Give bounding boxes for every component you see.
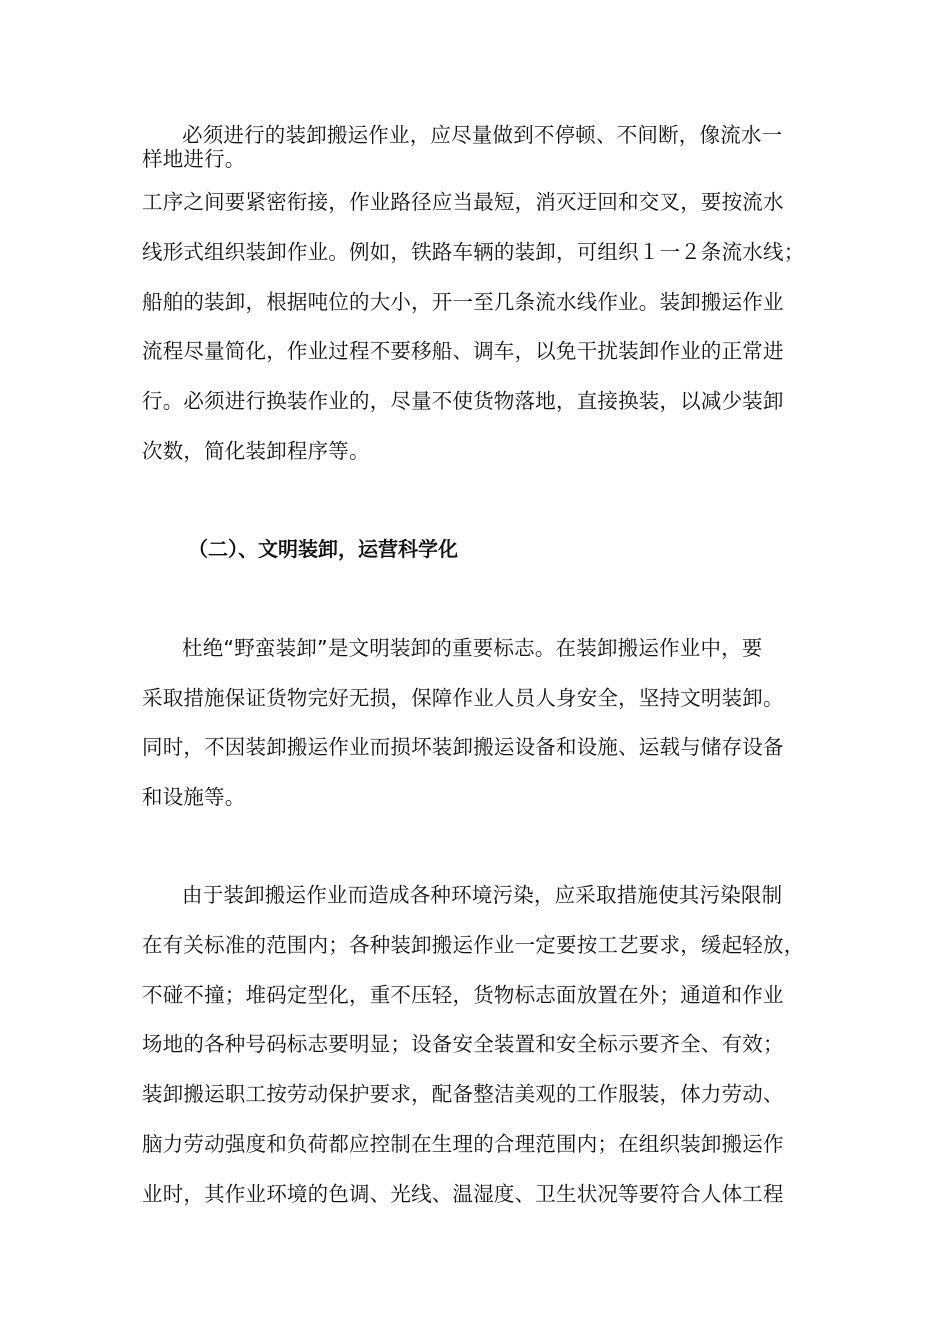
paragraph-1-line-7: 行。必须进行换装作业的，尽量不使货物落地，直接换装，以减少装卸 <box>142 389 784 413</box>
paragraph-2-line-2: 采取措施保证货物完好无损，保障作业人员人身安全，坚持文明装卸。 <box>142 686 784 710</box>
paragraph-1-line-6: 流程尽量简化，作业过程不要移船、调车，以免干扰装卸作业的正常进 <box>142 339 784 363</box>
paragraph-1-line-4: 线形式组织装卸作业。例如，铁路车辆的装卸，可组织１一２条流水线； <box>142 240 805 264</box>
paragraph-1-line-3: 工序之间要紧密衔接，作业路径应当最短，消灭迂回和交叉，要按流水 <box>142 190 784 214</box>
paragraph-3-line-5: 装卸搬运职工按劳动保护要求，配备整洁美观的工作服装，体力劳动、 <box>142 1082 784 1106</box>
paragraph-1-line-2: 样地进行。 <box>142 147 246 171</box>
paragraph-2-line-4: 和设施等。 <box>142 785 246 809</box>
section-heading: （二）、文明装卸，运营科学化 <box>188 537 458 561</box>
paragraph-1-line-1: 必须进行的装卸搬运作业，应尽量做到不停顿、不间断，像流水一 <box>182 123 783 147</box>
paragraph-1-line-5: 船舶的装卸，根据吨位的大小，开一至几条流水线作业。装卸搬运作业 <box>142 290 784 314</box>
paragraph-3-line-1: 由于装卸搬运作业而造成各种环境污染，应采取措施使其污染限制 <box>182 883 783 907</box>
paragraph-3-line-7: 业时，其作业环境的色调、光线、温湿度、卫生状况等要符合人体工程 <box>142 1182 784 1206</box>
paragraph-3-line-4: 场地的各种号码标志要明显；设备安全装置和安全标示要齐全、有效； <box>142 1032 784 1056</box>
paragraph-3-line-3: 不碰不撞；堆码定型化，重不压轻，货物标志面放置在外；通道和作业 <box>142 983 784 1007</box>
paragraph-1-line-8: 次数，简化装卸程序等。 <box>142 439 370 463</box>
paragraph-3-line-6: 脑力劳动强度和负荷都应控制在生理的合理范围内；在组织装卸搬运作 <box>142 1132 784 1156</box>
paragraph-2-line-3: 同时，不因装卸搬运作业而损坏装卸搬运设备和设施、运载与储存设备 <box>142 735 784 759</box>
paragraph-3-line-2: 在有关标准的范围内；各种装卸搬运作业一定要按工艺要求，缓起轻放， <box>142 933 805 957</box>
paragraph-2-line-1: 杜绝“野蛮装卸”是文明装卸的重要标志。在装卸搬运作业中，要 <box>182 636 763 660</box>
